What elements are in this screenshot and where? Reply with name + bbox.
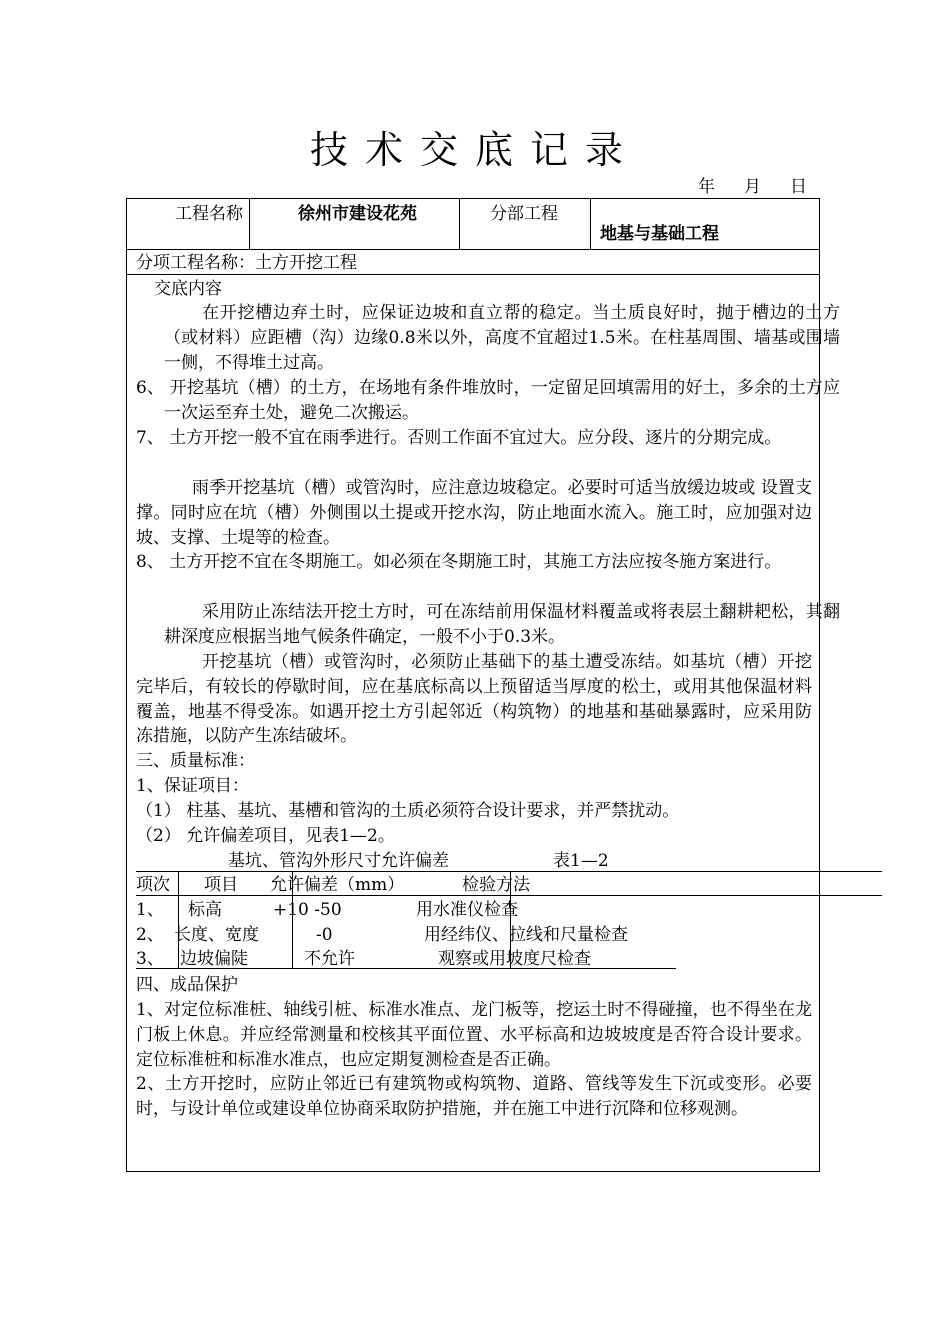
- table-cell: 长度、宽度: [174, 925, 259, 945]
- paragraph: 1、对定位标准桩、轴线引桩、标准水准点、龙门板等，挖运土时不得碰撞，也不得坐在龙门板上休息。并应经常测量和校核其平面位置、水平标高和边坡坡度是否符合设计要求。定位标准桩和标准水准点，也应定期复测检查是否正确。: [136, 1000, 812, 1070]
- table-cell: 3、: [136, 949, 164, 969]
- header-col-1: [249, 198, 250, 250]
- table-cell: -0: [316, 925, 333, 945]
- quality-heading: 三、质量标准：: [136, 751, 255, 771]
- protection-heading: 四、成品保护: [136, 975, 238, 995]
- table-header: 检验方法: [462, 875, 530, 895]
- table-caption: 基坑、管沟外形尺寸允许偏差: [228, 851, 449, 871]
- table-cell: 1、: [136, 900, 164, 920]
- project-name-value: 徐州市建设花苑: [298, 204, 417, 224]
- header-divider: [126, 249, 819, 250]
- division-value: 地基与基础工程: [600, 224, 719, 244]
- table-header: 项次: [136, 875, 170, 895]
- guarantee-heading: 1、保证项目：: [136, 776, 249, 796]
- table-cell: 不允许: [304, 949, 355, 969]
- table-col-divider: [178, 872, 179, 969]
- paragraph: 6、 开挖基坑（槽）的土方，在场地有条件堆放时，一定留足回填需用的好土，多余的土方应一次运至弃土处，避免二次搬运。: [136, 378, 840, 423]
- table-cell: +10 -50: [273, 900, 342, 920]
- date-day: 日: [790, 177, 807, 197]
- page-title: 技术交底记录: [309, 128, 640, 172]
- paragraph: （1） 柱基、基坑、基槽和管沟的土质必须符合设计要求，并严禁扰动。: [136, 801, 680, 821]
- table-cell: 边坡偏陡: [180, 949, 248, 969]
- division-label: 分部工程: [490, 204, 558, 224]
- table-rule: [136, 871, 882, 872]
- paragraph: （2） 允许偏差项目，见表1—2。: [136, 826, 395, 846]
- project-name-label: 工程名称: [175, 204, 243, 224]
- paragraph: 在开挖槽边弃土时，应保证边坡和直立帮的稳定。当土质良好时，抛于槽边的土方（或材料）应距槽（沟）边缘0.8米以外，高度不宜超过1.5米。在柱基周围、墙基或围墙一侧，不得堆土过高。: [164, 303, 840, 373]
- paragraph: 2、土方开挖时，应防止邻近已有建筑物或构筑物、道路、管线等发生下沉或变形。必要时，与设计单位或建设单位协商采取防护措施，并在施工中进行沉降和位移观测。: [136, 1074, 812, 1119]
- table-header: 项目: [204, 875, 238, 895]
- paragraph: 开挖基坑（槽）或管沟时，必须防止基础下的基土遭受冻结。如基坑（槽）开挖完毕后，有较长的停歇时间，应在基底标高以上预留适当厚度的松土，或用其他保温材料覆盖，地基不得受冻。如遇开挖土方引起邻近（构筑物）的地基和基础暴露时，应采用防冻措施，以防产生冻结破坏。: [136, 652, 812, 747]
- table-number: 表1—2: [553, 851, 609, 871]
- header-col-2: [459, 198, 460, 250]
- table-cell: 观察或用坡度尺检查: [438, 949, 591, 969]
- paragraph: 8、 土方开挖不宜在冬期施工。如必须在冬期施工时，其施工方法应按冬施方案进行。: [136, 552, 782, 572]
- table-cell: 用经纬仪、拉线和尺量检查: [424, 925, 628, 945]
- table-cell: 2、: [136, 925, 164, 945]
- subitem-name: 分项工程名称：土方开挖工程: [136, 253, 357, 273]
- table-cell: 用水准仪检查: [416, 900, 518, 920]
- paragraph: 雨季开挖基坑（槽）或管沟时，应注意边坡稳定。必要时可适当放缓边坡或 设置支撑。同时应在坑（槽）外侧围以土提或开挖水沟，防止地面水流入。施工时，应加强对边坡、支撑、土堤等的检查。: [136, 478, 812, 548]
- date-month: 月: [744, 177, 761, 197]
- date-year: 年: [698, 177, 715, 197]
- content-heading: 交底内容: [154, 279, 222, 299]
- paragraph: 7、 土方开挖一般不宜在雨季进行。否则工作面不宜过大。应分段、逐片的分期完成。: [136, 428, 782, 448]
- table-header: 允许偏差（mm）: [270, 875, 405, 895]
- header-col-3: [590, 198, 591, 250]
- table-cell: 标高: [188, 900, 222, 920]
- paragraph: 采用防止冻结法开挖土方时，可在冻结前用保温材料覆盖或将表层土翻耕耙松，其翻耕深度应根据当地气候条件确定，一般不小于0.3米。: [164, 602, 840, 647]
